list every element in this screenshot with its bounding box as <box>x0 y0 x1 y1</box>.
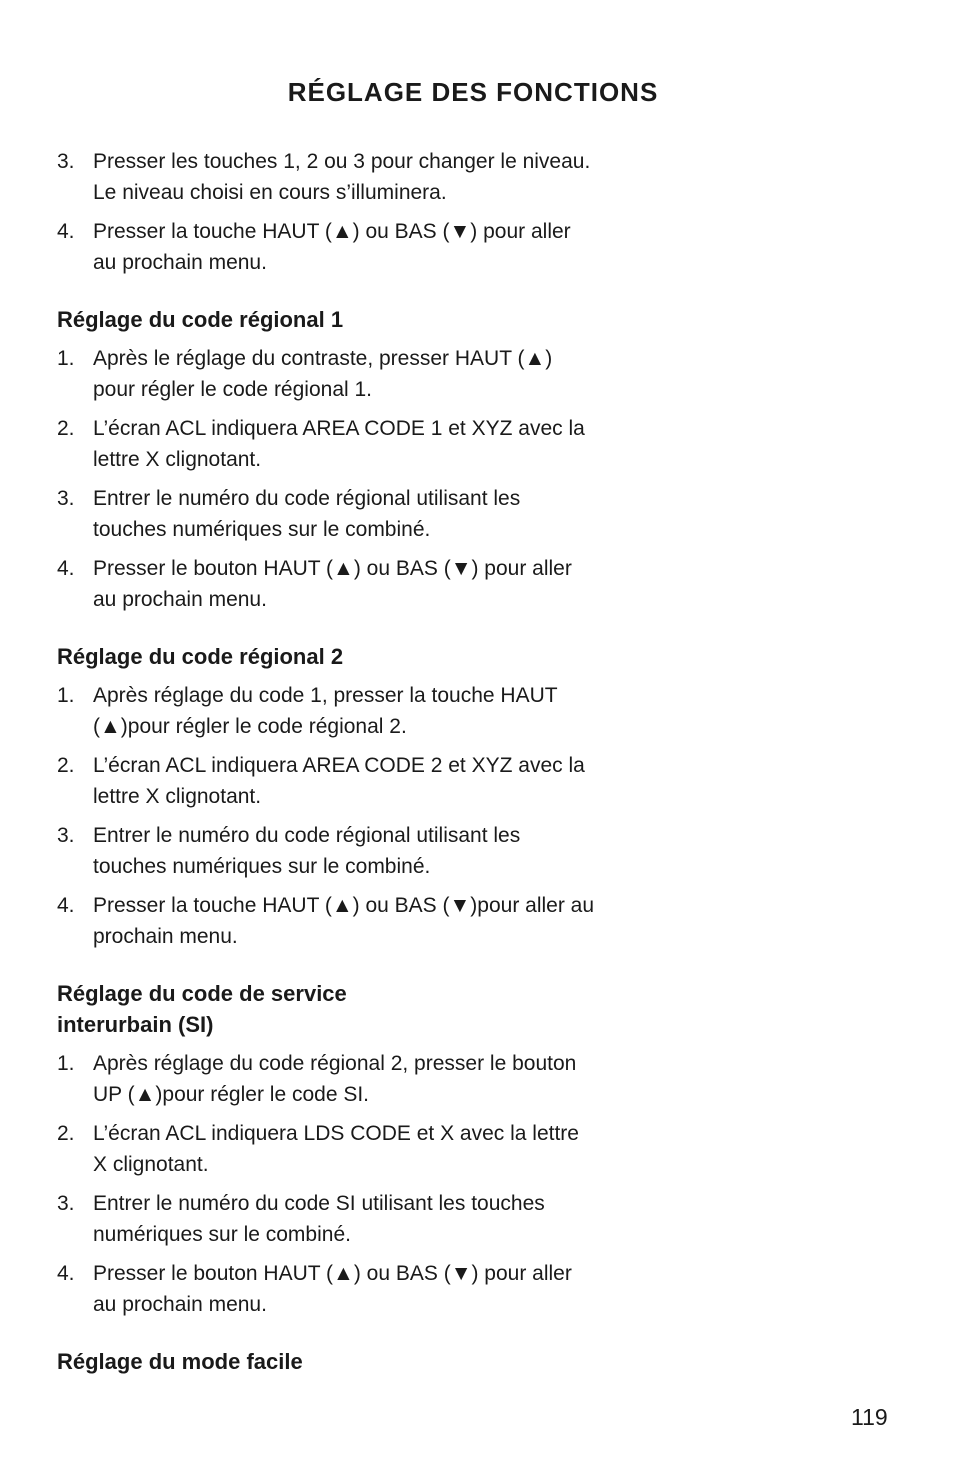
step-number: 2. <box>57 1122 75 1145</box>
step-number: 4. <box>57 1262 75 1285</box>
step-text: L’écran ACL indiquera AREA CODE 1 et XYZ avec la lettre X clignotant. <box>93 417 585 471</box>
step-number: 4. <box>57 894 75 917</box>
list-item <box>57 553 597 615</box>
page-title: RÉGLAGE DES FONCTIONS <box>287 77 659 108</box>
step-text: Après réglage du code 1, presser la touche HAUT (▲)pour régler le code régional 2. <box>93 684 558 738</box>
section-heading: Réglage du code régional 1 <box>57 307 344 332</box>
section-heading: Réglage du code de service interurbain (SI) <box>57 981 347 1037</box>
section <box>57 641 597 952</box>
step-number: 4. <box>57 220 75 243</box>
list-item <box>57 680 597 742</box>
step-number: 1. <box>57 347 75 370</box>
step-text: Presser le bouton HAUT (▲) ou BAS (▼) pour aller au prochain menu. <box>93 1262 572 1316</box>
step-number: 4. <box>57 557 75 580</box>
section-heading: Réglage du mode facile <box>57 1349 303 1374</box>
step-number: 3. <box>57 150 75 173</box>
list-item <box>57 1258 597 1320</box>
step-text: Presser le bouton HAUT (▲) ou BAS (▼) pour aller au prochain menu. <box>93 557 572 611</box>
step-number: 2. <box>57 417 75 440</box>
step-text: Presser la touche HAUT (▲) ou BAS (▼)pour aller au prochain menu. <box>93 894 595 948</box>
intro-step-list <box>57 146 597 278</box>
step-text: Après réglage du code régional 2, presser le bouton UP (▲)pour régler le code SI. <box>93 1052 577 1106</box>
section-heading: Réglage du code régional 2 <box>57 644 344 669</box>
step-text: Entrer le numéro du code SI utilisant les touches numériques sur le combiné. <box>93 1192 545 1246</box>
page-number: 119 <box>851 1404 888 1430</box>
step-text: Après le réglage du contraste, presser HAUT (▲) pour régler le code régional 1. <box>93 347 553 401</box>
list-item <box>57 146 597 208</box>
step-number: 3. <box>57 487 75 510</box>
step-number: 1. <box>57 684 75 707</box>
step-text: Presser la touche HAUT (▲) ou BAS (▼) pour aller au prochain menu. <box>93 220 571 274</box>
list-item <box>57 890 597 952</box>
list-item <box>57 1048 597 1110</box>
section <box>57 1346 597 1377</box>
list-item <box>57 483 597 545</box>
step-text: Presser les touches 1, 2 ou 3 pour changer le niveau. Le niveau choisi en cours s’illuminera. <box>93 150 591 204</box>
list-item <box>57 1118 597 1180</box>
section <box>57 978 597 1320</box>
step-text: Entrer le numéro du code régional utilisant les touches numériques sur le combiné. <box>93 824 521 878</box>
sections-container <box>57 304 597 1377</box>
step-text: L’écran ACL indiquera AREA CODE 2 et XYZ avec la lettre X clignotant. <box>93 754 585 808</box>
page-content <box>57 146 597 1385</box>
list-item <box>57 1188 597 1250</box>
section <box>57 304 597 615</box>
step-text: Entrer le numéro du code régional utilisant les touches numériques sur le combiné. <box>93 487 521 541</box>
list-item <box>57 820 597 882</box>
step-number: 2. <box>57 754 75 777</box>
list-item <box>57 216 597 278</box>
step-number: 3. <box>57 824 75 847</box>
list-item <box>57 750 597 812</box>
step-number: 1. <box>57 1052 75 1075</box>
list-item <box>57 413 597 475</box>
step-number: 3. <box>57 1192 75 1215</box>
step-text: L’écran ACL indiquera LDS CODE et X avec la lettre X clignotant. <box>93 1122 579 1176</box>
list-item <box>57 343 597 405</box>
